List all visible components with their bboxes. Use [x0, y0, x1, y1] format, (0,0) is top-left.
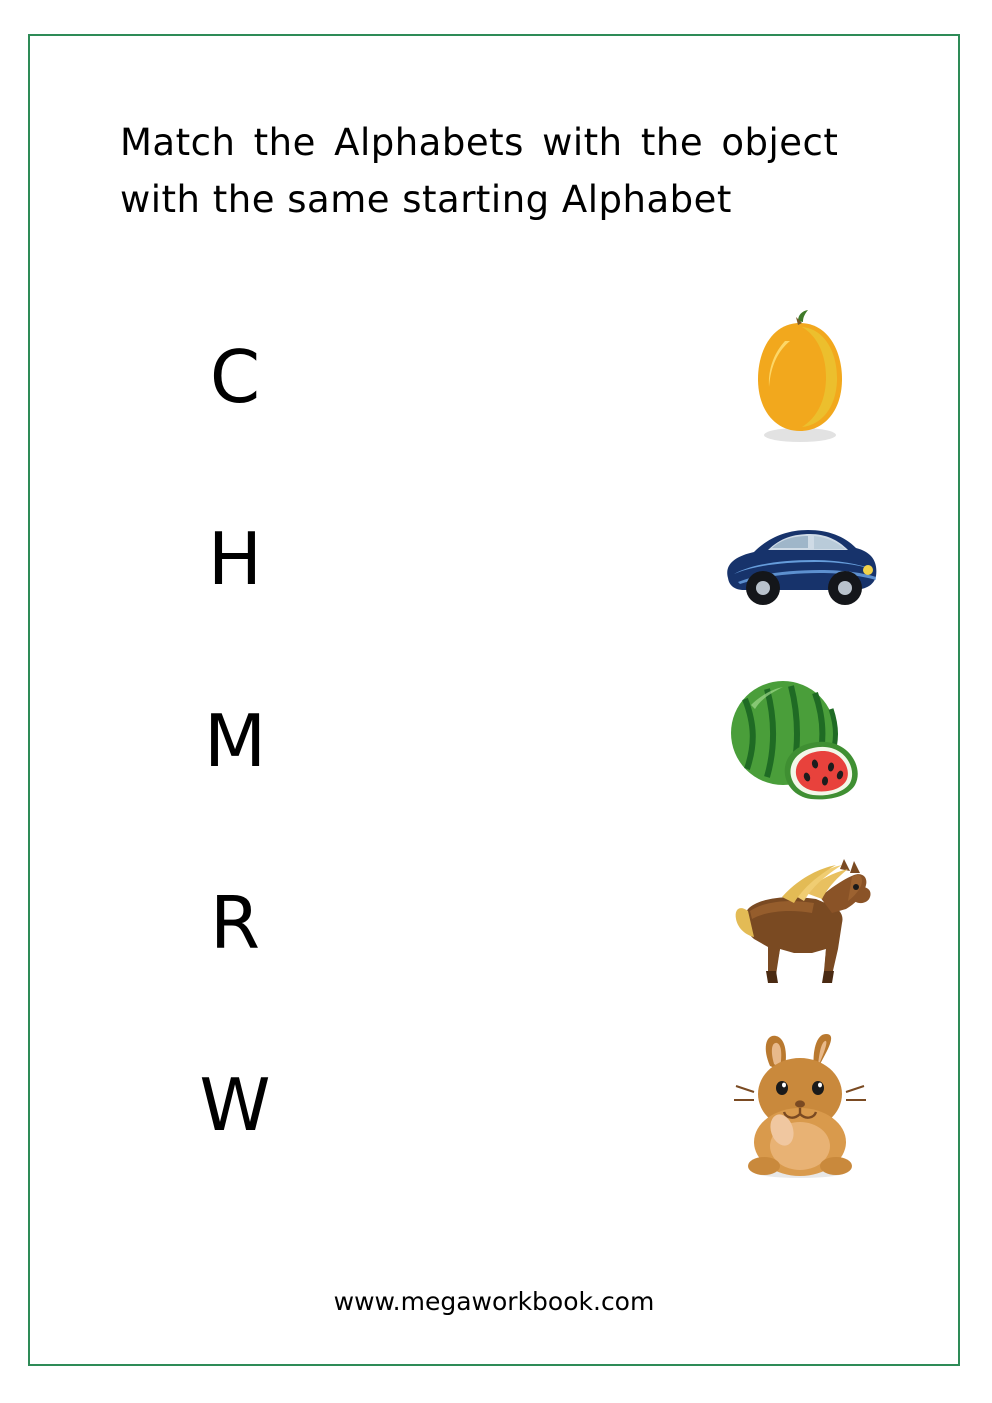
instruction-text: [120, 114, 900, 229]
pictures-column: [670, 286, 930, 1196]
letter-w-label: W: [199, 1063, 271, 1147]
mango-icon: [740, 307, 860, 447]
matching-area: [30, 286, 958, 1236]
car-icon: [716, 504, 884, 614]
horse-icon: [720, 853, 880, 993]
footer-website: www.megaworkbook.com: [333, 1287, 655, 1316]
picture-item[interactable]: [670, 468, 930, 650]
instruction-line-2: with the same starting Alphabet: [120, 178, 732, 222]
letter-c-label: C: [209, 335, 261, 419]
picture-item[interactable]: [670, 832, 930, 1014]
picture-item[interactable]: [670, 650, 930, 832]
letter-item[interactable]: [135, 468, 335, 650]
watermelon-icon: [715, 671, 885, 811]
instruction-line-1: Match the Alphabets with the object: [120, 121, 839, 164]
letter-item[interactable]: [135, 286, 335, 468]
worksheet-page: [28, 34, 960, 1366]
letter-m-label: M: [203, 699, 267, 783]
letter-h-label: H: [207, 517, 263, 601]
letters-column: [135, 286, 335, 1196]
letter-r-label: R: [209, 881, 261, 965]
letter-item[interactable]: [135, 650, 335, 832]
picture-item[interactable]: [670, 286, 930, 468]
rabbit-icon: [730, 1030, 870, 1180]
letter-item[interactable]: [135, 832, 335, 1014]
letter-item[interactable]: [135, 1014, 335, 1196]
picture-item[interactable]: [670, 1014, 930, 1196]
